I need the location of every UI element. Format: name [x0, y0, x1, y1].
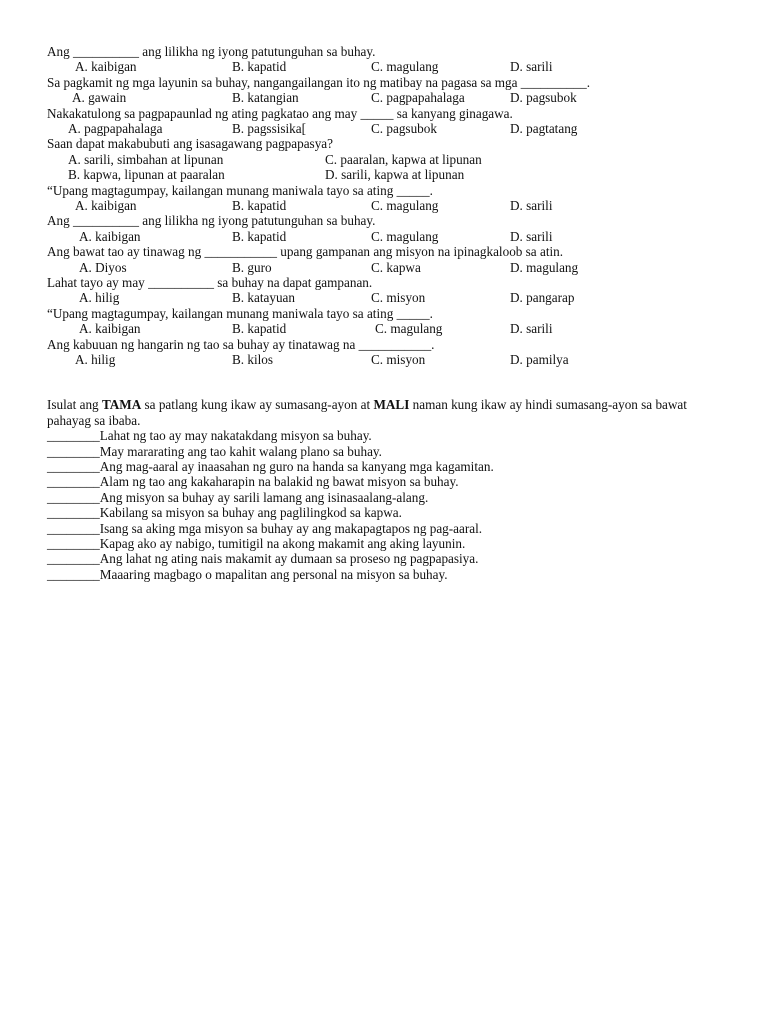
statement-list [47, 428, 727, 582]
question-8: Lahat tayo ay may __________ sa buhay na dapat gampanan. [47, 274, 373, 290]
answer-blank[interactable]: ________ [47, 520, 100, 536]
options-6 [47, 229, 727, 244]
question-10: Ang kabuuan ng hangarin ng tao sa buhay ay tinatawag na ___________. [47, 336, 435, 352]
section-spacer [47, 367, 727, 397]
option-d: D. pagsubok [510, 90, 577, 106]
options-5 [47, 198, 727, 213]
option-c: C. paaralan, kapwa at lipunan [325, 151, 482, 167]
option-d: D. sarili [510, 321, 553, 337]
question-1: Ang __________ ang lilikha ng iyong patutunguhan sa buhay. [47, 44, 376, 59]
question-5: “Upang magtagumpay, kailangan munang maniwala tayo sa ating _____. [47, 182, 433, 198]
question-3: Nakakatulong sa pagpapaunlad ng ating pagkatao ang may _____ sa kanyang ginagawa. [47, 105, 513, 121]
instructions-text-1: Isulat ang [47, 397, 102, 413]
option-d: D. pagtatang [510, 121, 578, 136]
options-7 [47, 260, 727, 275]
option-b: B. pagssisika[ [232, 121, 306, 136]
options-1 [47, 59, 727, 74]
options-4-row2 [47, 167, 727, 182]
answer-blank[interactable]: ________ [47, 489, 100, 505]
worksheet-page [47, 44, 727, 582]
statement-text: Isang sa aking mga misyon sa buhay ay ang makapagtapos ng pag-aaral. [99, 520, 483, 536]
option-d: D. sarili, kapwa at lipunan [325, 167, 465, 183]
option-b: B. kilos [232, 351, 274, 367]
statement-text: Ang lahat ng ating nais makamit ay dumaan sa proseso ng pagpapasiya. [99, 551, 479, 567]
options-8 [47, 290, 727, 305]
statement-text: Kabilang sa misyon sa buhay ang paglilingkod sa kapwa. [99, 505, 402, 521]
option-a: A. kaibigan [75, 59, 137, 75]
option-b: B. kapatid [232, 228, 287, 244]
statement-3 [47, 459, 727, 474]
instructions-text-2: sa patlang kung ikaw ay sumasang-ayon at [141, 397, 374, 413]
statement-text: Alam ng tao ang kakaharapin na balakid ng bawat misyon sa buhay. [99, 474, 459, 490]
option-c: C. magulang [371, 59, 439, 75]
option-b: B. guro [232, 259, 272, 275]
statement-text: Ang misyon sa buhay ay sarili lamang ang isinasaalang-alang. [99, 489, 429, 505]
option-b: B. katayuan [232, 290, 295, 306]
option-a: A. gawain [72, 90, 127, 106]
option-a: A. kaibigan [79, 321, 141, 337]
options-2 [47, 90, 727, 105]
option-b: B. kapatid [232, 197, 287, 213]
statement-text: Ang mag-aaral ay inaasahan ng guro na handa sa kanyang mga kagamitan. [99, 458, 494, 474]
option-c: C. kapwa [371, 259, 421, 275]
question-2: Sa pagkamit ng mga layunin sa buhay, nangangailangan ito ng matibay na pagasa sa mga __________. [47, 74, 590, 90]
statement-7 [47, 521, 727, 536]
answer-blank[interactable]: ________ [47, 505, 100, 521]
option-c: C. misyon [371, 290, 426, 306]
option-b: B. kapwa, lipunan at paaralan [68, 167, 225, 183]
option-d: D. sarili [510, 59, 553, 75]
option-b: B. katangian [232, 90, 299, 106]
option-d: D. sarili [510, 228, 553, 244]
option-b: B. kapatid [232, 59, 287, 75]
option-c: C. misyon [371, 351, 426, 367]
statement-text: Kapag ako ay nabigo, tumitigil na akong makamit ang aking layunin. [99, 536, 466, 552]
answer-blank[interactable]: ________ [47, 536, 100, 552]
statement-text: Maaaring magbago o mapalitan ang personal na misyon sa buhay. [99, 566, 448, 582]
option-c: C. pagpapahalaga [371, 90, 465, 106]
question-7: Ang bawat tao ay tinawag ng ___________ upang gampanan ang misyon na ipinagkaloob sa atin. [47, 244, 564, 260]
statement-4 [47, 474, 727, 489]
option-c: C. magulang [371, 197, 439, 213]
option-a: A. sarili, simbahan at lipunan [68, 151, 224, 167]
option-c: C. magulang [375, 321, 443, 337]
option-a: A. hilig [79, 290, 120, 306]
option-d: D. sarili [510, 197, 553, 213]
answer-blank[interactable]: ________ [47, 443, 100, 459]
question-6: Ang __________ ang lilikha ng iyong patutunguhan sa buhay. [47, 213, 376, 229]
answer-blank[interactable]: ________ [47, 458, 100, 474]
question-4: Saan dapat makabubuti ang isasagawang pagpapasya? [47, 136, 333, 152]
option-a: A. kaibigan [75, 197, 137, 213]
option-a: A. hilig [75, 351, 116, 367]
statement-text: May mararating ang tao kahit walang plano sa buhay. [99, 443, 382, 459]
instructions-mali: MALI [373, 397, 410, 413]
option-d: D. magulang [510, 259, 579, 275]
option-b: B. kapatid [232, 321, 287, 337]
option-c: C. magulang [371, 228, 439, 244]
answer-blank[interactable]: ________ [47, 474, 100, 490]
option-a: A. pagpapahalaga [68, 121, 163, 136]
statement-1 [47, 428, 727, 443]
instructions-text-3: naman kung ikaw ay hindi sumasang-ayon sa bawat pahayag sa ibaba. [47, 397, 687, 428]
instructions [47, 397, 717, 428]
answer-blank[interactable]: ________ [47, 428, 100, 444]
answer-blank[interactable]: ________ [47, 551, 100, 567]
option-d: D. pangarap [510, 290, 575, 306]
option-a: A. kaibigan [79, 228, 141, 244]
statement-text: Lahat ng tao ay may nakatakdang misyon sa buhay. [99, 428, 372, 444]
statement-10 [47, 567, 727, 582]
option-c: C. pagsubok [371, 121, 437, 136]
option-a: A. Diyos [79, 259, 127, 275]
statement-5 [47, 490, 727, 505]
options-10 [47, 352, 727, 367]
option-d: D. pamilya [510, 351, 569, 367]
statement-6 [47, 505, 727, 520]
statement-9 [47, 551, 727, 566]
instructions-tama: TAMA [101, 397, 142, 413]
options-9 [47, 321, 727, 336]
answer-blank[interactable]: ________ [47, 566, 100, 582]
question-9: “Upang magtagumpay, kailangan munang maniwala tayo sa ating _____. [47, 305, 433, 321]
statement-2 [47, 444, 727, 459]
statement-8 [47, 536, 727, 551]
options-3 [47, 121, 727, 136]
options-4-row1 [47, 152, 727, 167]
